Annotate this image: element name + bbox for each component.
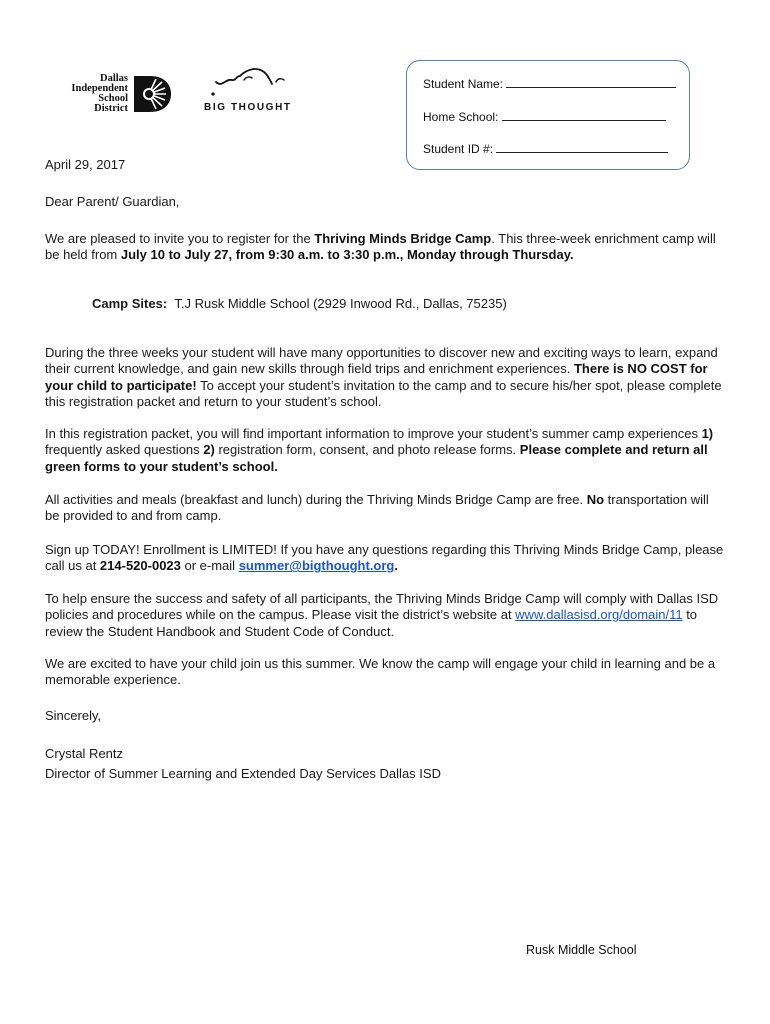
signer-name: Crystal Rentz — [45, 746, 124, 761]
paragraph-signup: Sign up TODAY! Enrollment is LIMITED! If you have any questions regarding this Thriving Minds Bridge Camp, please call us at 214-520-0023 or e-mail summer@bigthought.org. — [45, 542, 724, 574]
home-school-row — [423, 108, 666, 124]
paragraph-opportunities: During the three weeks your student will have many opportunities to discover new and exciting ways to learn, expand their current knowledge, and gain new skills through field trips and enrichment experiences. There is NO COST for your child to participate! To accept your student’s invitation to the camp and to secure his/her spot, please complete this registration packet and return to your student’s school. — [45, 345, 722, 409]
phone-number: 214-520-0023 — [99, 558, 181, 574]
student-name-row — [423, 75, 676, 91]
letter-greeting: Dear Parent/ Guardian, — [45, 194, 180, 209]
student-info-box — [406, 60, 690, 170]
camp-sites-value: T.J Rusk Middle School (2929 Inwood Rd., Dallas, 75235) — [174, 296, 507, 311]
home-school-field[interactable] — [502, 108, 666, 121]
page-footer: Rusk Middle School — [526, 943, 637, 957]
student-id-row — [423, 140, 668, 156]
district-website-link[interactable]: www.dallasisd.org/domain/11 — [515, 607, 683, 623]
letter-date: April 29, 2017 — [45, 157, 126, 172]
email-link[interactable]: summer@bigthought.org — [238, 558, 395, 574]
paragraph-invitation: We are pleased to invite you to register for the Thriving Minds Bridge Camp. This three-week enrichment camp will be held from July 10 to July 27, from 9:30 a.m. to 3:30 p.m., Monday through Thursday. — [45, 231, 716, 263]
student-name-label: Student Name: — [423, 77, 504, 91]
letter-closing: Sincerely, — [45, 708, 102, 723]
paragraph-activities: All activities and meals (breakfast and lunch) during the Thriving Minds Bridge Camp are free. No transportation will be provided to and from camp. — [45, 492, 709, 524]
signer-title: Director of Summer Learning and Extended Day Services Dallas ISD — [45, 766, 441, 781]
camp-sites-label: Camp Sites: — [92, 296, 168, 311]
paragraph-safety: To help ensure the success and safety of all participants, the Thriving Minds Bridge Camp will comply with Dallas ISD policies and procedures while on the campus. Please visit the district’s website at www.dallasisd.org/domain/11 to review the Student Handbook and Student Code of Conduct. — [45, 591, 719, 639]
paragraph-packet: In this registration packet, you will find important information to improve your student’s summer camp experiences 1) frequently asked questions 2) registration form, consent, and photo release forms. Please complete and return all green forms to your student’s school. — [45, 426, 714, 474]
dallas-isd-logo-text: Dallas Independent School District — [71, 73, 128, 114]
student-id-label: Student ID #: — [423, 142, 494, 156]
home-school-label: Home School: — [423, 110, 499, 124]
big-thought-swirl-icon — [200, 66, 295, 102]
big-thought-logo-text: BIG THOUGHT — [204, 102, 292, 113]
paragraph-excited: We are excited to have your child join us this summer. We know the camp will engage your child in learning and be a memorable experience. — [45, 656, 716, 688]
student-id-field[interactable] — [496, 140, 668, 153]
student-name-field[interactable] — [506, 75, 676, 88]
big-thought-logo — [200, 66, 295, 116]
dallas-isd-d-icon — [132, 74, 172, 114]
camp-sites-line — [92, 296, 507, 311]
dallas-isd-logo — [71, 72, 172, 116]
